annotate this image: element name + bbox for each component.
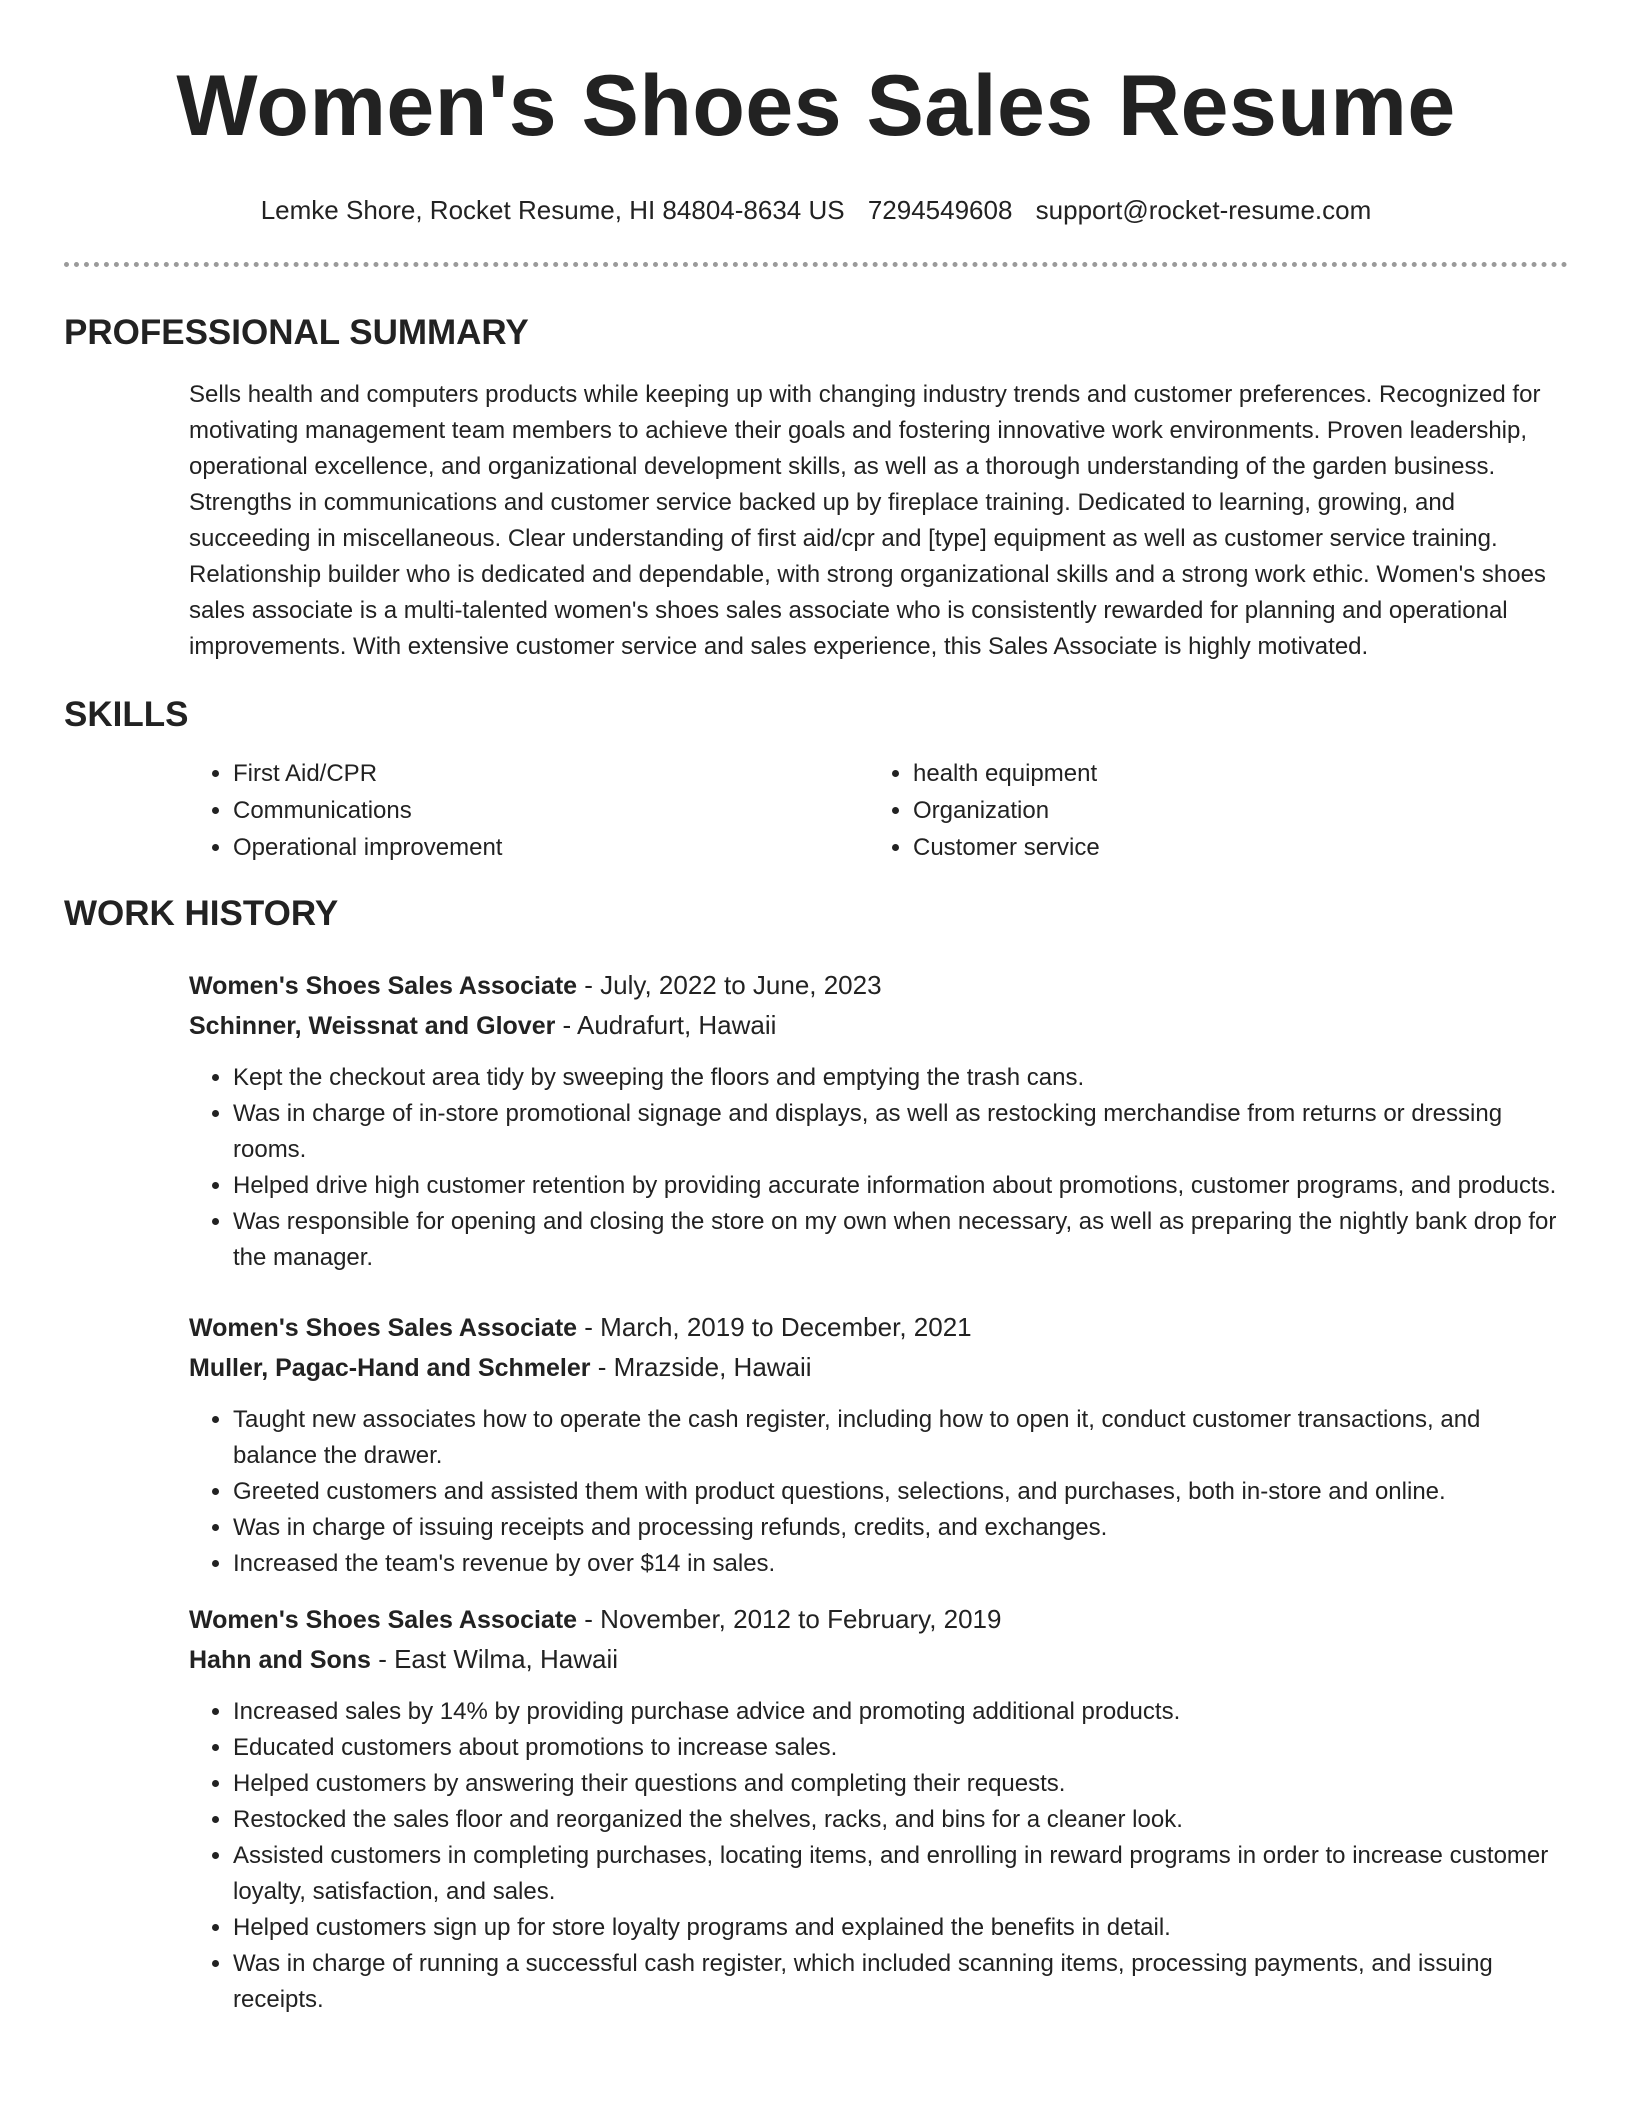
skills-column-left <box>189 755 869 866</box>
job-company-line <box>189 1640 1568 1680</box>
job-bullet: • Restocked the sales floor and reorganized the shelves, racks, and bins for a cleaner look. <box>233 1802 1568 1838</box>
job-bullet: • Taught new associates how to operate the cash register, including how to open it, conduct customer transactions, and balance the drawer. <box>233 1402 1568 1474</box>
job-company: Muller, Pagac-Hand and Schmeler <box>189 1354 591 1382</box>
job-bullet: • Kept the checkout area tidy by sweeping the floors and emptying the trash cans. <box>233 1060 1568 1096</box>
job-location: - East Wilma, Hawaii <box>370 1644 619 1674</box>
job-role-line <box>189 1308 1568 1348</box>
job-entry <box>189 1308 1568 1582</box>
job-role: Women's Shoes Sales Associate <box>189 1606 578 1634</box>
job-bullet: • Assisted customers in completing purchases, locating items, and enrolling in reward programs in order to increase customer loyalty, satisfaction, and sales. <box>233 1838 1568 1910</box>
job-dates: - November, 2012 to February, 2019 <box>577 1604 1002 1634</box>
job-dates: - July, 2022 to June, 2023 <box>577 970 882 1000</box>
skill-item: • First Aid/CPR <box>233 755 869 792</box>
job-company: Hahn and Sons <box>189 1646 371 1674</box>
job-role: Women's Shoes Sales Associate <box>189 1314 578 1342</box>
job-bullets <box>189 1060 1568 1276</box>
skill-item: • Communications <box>233 792 869 829</box>
resume-title: Women's Shoes Sales Resume <box>176 58 1456 154</box>
job-bullets <box>189 1694 1568 2018</box>
job-role: Women's Shoes Sales Associate <box>189 972 578 1000</box>
job-bullet: • Greeted customers and assisted them with product questions, selections, and purchases, both in-store and online. <box>233 1474 1568 1510</box>
contact-address: Lemke Shore, Rocket Resume, HI 84804-8634 US <box>260 195 845 225</box>
job-role-line <box>189 966 1568 1006</box>
skill-item: • Operational improvement <box>233 829 869 866</box>
job-entry <box>189 1600 1568 2018</box>
skill-item: • health equipment <box>913 755 1549 792</box>
job-bullet: • Educated customers about promotions to increase sales. <box>233 1730 1568 1766</box>
summary-heading: PROFESSIONAL SUMMARY <box>64 313 529 352</box>
job-role-line <box>189 1600 1568 1640</box>
skill-item: • Customer service <box>913 829 1549 866</box>
job-dates: - March, 2019 to December, 2021 <box>577 1312 972 1342</box>
job-bullet: • Helped drive high customer retention by providing accurate information about promotions, customer programs, and products. <box>233 1168 1568 1204</box>
job-bullet: • Was in charge of running a successful cash register, which included scanning items, processing payments, and issuing receipts. <box>233 1946 1568 2018</box>
work-history-heading: WORK HISTORY <box>64 894 339 933</box>
job-company: Schinner, Weissnat and Glover <box>189 1012 556 1040</box>
skills-heading: SKILLS <box>64 695 189 734</box>
job-bullets <box>189 1402 1568 1582</box>
job-company-line <box>189 1006 1568 1046</box>
job-bullet: • Helped customers by answering their questions and completing their requests. <box>233 1766 1568 1802</box>
job-bullet: • Helped customers sign up for store loyalty programs and explained the benefits in detail. <box>233 1910 1568 1946</box>
job-bullet: • Was in charge of in-store promotional signage and displays, as well as restocking merchandise from returns or dressing rooms. <box>233 1096 1568 1168</box>
job-entry <box>189 966 1568 1276</box>
contact-phone: 7294549608 <box>867 195 1013 225</box>
header-divider <box>64 262 1568 267</box>
skills-column-right <box>869 755 1549 866</box>
skills-list <box>189 755 1568 866</box>
job-location: - Audrafurt, Hawaii <box>555 1010 777 1040</box>
contact-email: support@rocket-resume.com <box>1035 195 1372 225</box>
job-bullet: • Was responsible for opening and closing the store on my own when necessary, as well as preparing the nightly bank drop for the manager. <box>233 1204 1568 1276</box>
skill-item: • Organization <box>913 792 1549 829</box>
job-location: - Mrazside, Hawaii <box>590 1352 812 1382</box>
contact-line <box>64 194 1568 226</box>
summary-text: Sells health and computers products while keeping up with changing industry trends and customer preferences. Recognized for motivating management team members to achieve their goals and fostering innovative work environments. Proven leadership, operational excellence, and organizational development skills, as well as a thorough understanding of the garden business. Strengths in communications and customer service backed up by fireplace training. Dedicated to learning, growing, and succeeding in miscellaneous. Clear understanding of first aid/cpr and [type] equipment as well as customer service training. Relationship builder who is dedicated and dependable, with strong organizational skills and a strong work ethic. Women's shoes sales associate is a multi-talented women's shoes sales associate who is consistently rewarded for planning and operational improvements. With extensive customer service and sales experience, this Sales Associate is highly motivated. <box>189 381 1546 660</box>
job-company-line <box>189 1348 1568 1388</box>
job-bullet: • Was in charge of issuing receipts and processing refunds, credits, and exchanges. <box>233 1510 1568 1546</box>
job-bullet: • Increased sales by 14% by providing purchase advice and promoting additional products. <box>233 1694 1568 1730</box>
job-bullet: • Increased the team's revenue by over $14 in sales. <box>233 1546 1568 1582</box>
